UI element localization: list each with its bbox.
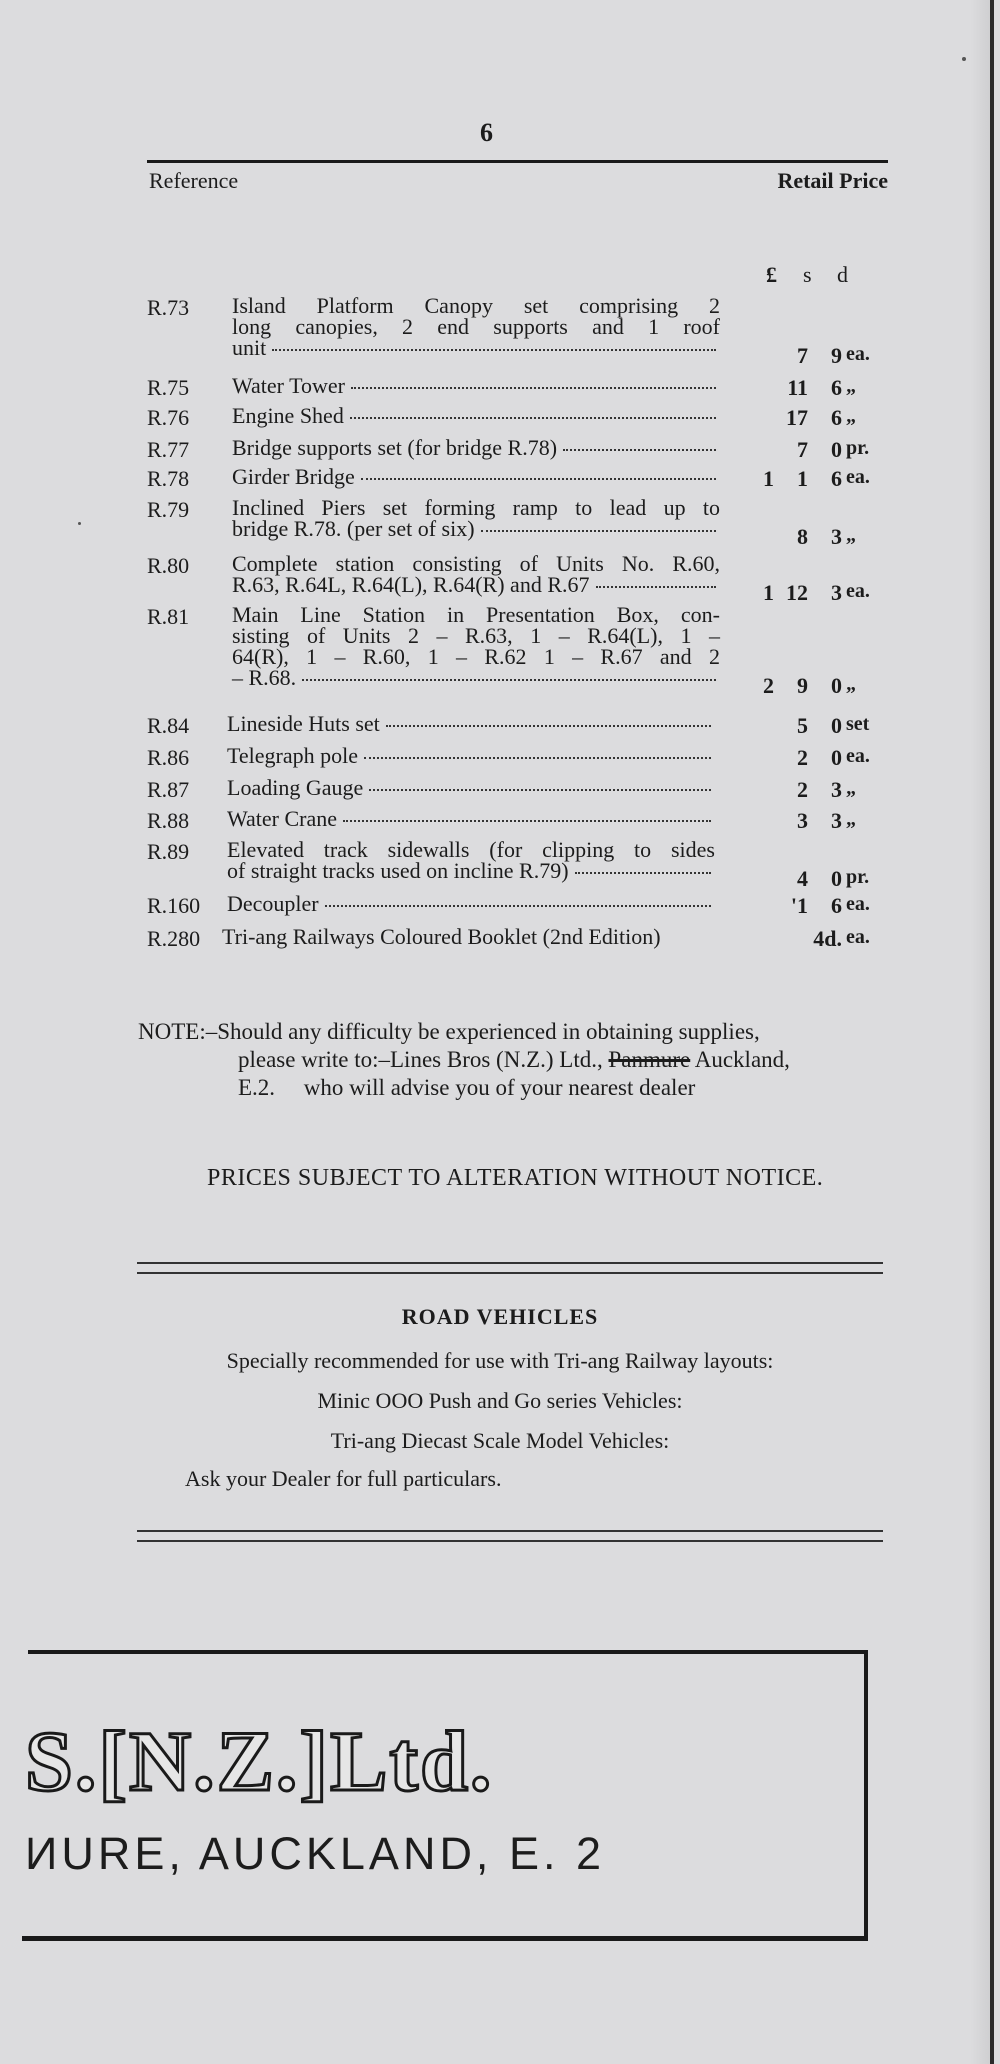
item-description-line: 64(R), 1 – R.60, 1 – R.62 1 – R.67 and 2 <box>232 644 720 669</box>
note <box>138 1018 884 1102</box>
note-line-2-text: please write to:–Lines Bros (N.Z.) Ltd., <box>238 1047 603 1072</box>
item-description <box>227 839 715 881</box>
price-pence: 6 <box>831 466 842 491</box>
dotted-leader <box>369 788 711 791</box>
item-reference: R.87 <box>147 777 190 802</box>
dotted-leader <box>272 348 716 351</box>
item-reference: R.86 <box>147 745 190 770</box>
dotted-leader <box>364 756 711 759</box>
page-edge <box>990 0 994 2064</box>
item-reference: R.77 <box>147 437 190 462</box>
company-logo: S.[N.Z.]Ltd. <box>25 1713 494 1809</box>
company-address: ИURE, AUCKLAND, E. 2 <box>25 1828 605 1879</box>
price-pence: 4d. <box>813 926 842 951</box>
item-description <box>232 295 720 358</box>
price-pence: 0 <box>831 713 842 738</box>
item-description-line: R.63, R.64L, R.64(L), R.64(R) and R.67 <box>232 574 720 595</box>
item-description-line: Inclined Piers set forming ramp to lead up to <box>232 495 720 520</box>
page-shadow <box>970 0 990 2064</box>
item-reference: R.73 <box>147 295 190 320</box>
speck <box>78 522 81 525</box>
currency-pounds: £ <box>766 262 777 287</box>
price-shillings: 3 <box>797 808 808 833</box>
note-line-2 <box>138 1046 884 1074</box>
price-shillings: 9 <box>797 673 808 698</box>
price-unit: „ <box>846 405 856 427</box>
item-description-line: Complete station consisting of Units No. R.60, <box>232 551 720 576</box>
item-description-line: Main Line Station in Presentation Box, con- <box>232 602 720 627</box>
dotted-leader <box>350 416 716 419</box>
price-pence: 3 <box>831 580 842 605</box>
item-description-line: – R.68. <box>232 667 720 688</box>
header-retail-price: Retail Price <box>777 168 888 193</box>
price-shillings: 7 <box>797 437 808 462</box>
price-shillings: 2 <box>797 777 808 802</box>
price-unit: ea. <box>846 745 870 767</box>
item-description <box>222 926 742 947</box>
price-pence: 6 <box>831 405 842 430</box>
price-unit: „ <box>846 375 856 397</box>
road-vehicles-line-2: Minic OOO Push and Go series Vehicles: <box>317 1388 683 1413</box>
road-vehicles-title: ROAD VEHICLES <box>401 1304 599 1329</box>
note-line-3: E.2. who will advise you of your nearest dealer <box>238 1075 696 1100</box>
item-description-line: Engine Shed <box>232 405 720 426</box>
price-pounds: 1 <box>763 580 774 605</box>
price-pence: 6 <box>831 375 842 400</box>
item-reference: R.75 <box>147 375 190 400</box>
dotted-leader <box>325 904 711 907</box>
price-shillings: 2 <box>797 745 808 770</box>
dotted-leader <box>596 585 716 588</box>
double-rule <box>137 1530 883 1542</box>
banner-bottom-border <box>22 1936 868 1941</box>
price-unit: „ <box>846 524 856 546</box>
header-reference: Reference <box>149 168 239 193</box>
item-description <box>232 437 720 458</box>
price-unit: „ <box>846 673 856 695</box>
dotted-leader <box>302 678 716 681</box>
currency-shillings: s <box>803 262 812 287</box>
dotted-leader <box>575 871 711 874</box>
price-unit: ea. <box>846 466 870 488</box>
item-description <box>227 777 715 798</box>
price-pence: 9 <box>831 343 842 368</box>
item-description-line: Water Crane <box>227 808 715 829</box>
price-pence: 0 <box>831 673 842 698</box>
item-reference: R.76 <box>147 405 190 430</box>
header-rule <box>147 160 888 163</box>
item-reference: R.88 <box>147 808 190 833</box>
price-shillings: 8 <box>797 524 808 549</box>
price-pence: 0 <box>831 745 842 770</box>
item-description <box>232 375 720 396</box>
price-unit: ea. <box>846 893 870 915</box>
price-shillings: 5 <box>797 713 808 738</box>
item-description-line: Island Platform Canopy set comprising 2 <box>232 293 720 318</box>
price-unit: ea. <box>846 926 870 948</box>
item-reference: R.78 <box>147 466 190 491</box>
price-shillings: 1 <box>797 466 808 491</box>
item-description-line: Girder Bridge <box>232 466 720 487</box>
speck <box>962 57 966 61</box>
item-description-line: Decoupler <box>227 893 715 914</box>
item-description <box>227 893 715 914</box>
price-pence: 3 <box>831 808 842 833</box>
page-number: 6 <box>480 118 493 147</box>
currency-pence: d <box>837 262 848 287</box>
item-reference: R.81 <box>147 604 190 629</box>
item-description-line: Water Tower <box>232 375 720 396</box>
dotted-leader <box>343 819 711 822</box>
price-unit: ea. <box>846 580 870 602</box>
price-unit: pr. <box>846 866 870 888</box>
price-shillings: 7 <box>797 343 808 368</box>
price-unit: ea. <box>846 343 870 365</box>
item-reference: R.84 <box>147 713 190 738</box>
item-description <box>232 497 720 539</box>
item-description-line: Lineside Huts set <box>227 713 715 734</box>
double-rule <box>137 1262 883 1274</box>
price-unit: „ <box>846 808 856 830</box>
price-shillings: 4 <box>797 866 808 891</box>
price-unit: pr. <box>846 437 870 459</box>
note-struck-word: Panmure <box>608 1047 691 1072</box>
item-description-line: bridge R.78. (per set of six) <box>232 518 720 539</box>
price-unit: set <box>846 713 870 735</box>
item-description <box>227 745 715 766</box>
price-pence: 0 <box>831 866 842 891</box>
road-vehicles-line-4: Ask your Dealer for full particulars. <box>185 1466 502 1491</box>
prices-notice: PRICES SUBJECT TO ALTERATION WITHOUT NOTICE. <box>207 1165 824 1191</box>
item-description <box>232 553 720 595</box>
item-description-line: Tri-ang Railways Coloured Booklet (2nd Edition) <box>222 924 661 949</box>
note-line-1: NOTE:–Should any difficulty be experienced in obtaining supplies, <box>138 1019 760 1044</box>
item-description-line: Elevated track sidewalls (for clipping to sides <box>227 837 715 862</box>
dotted-leader <box>361 477 716 480</box>
item-description-line: sisting of Units 2 – R.63, 1 – R.64(L), 1 – <box>232 623 720 648</box>
item-reference: R.89 <box>147 839 190 864</box>
dotted-leader <box>386 724 711 727</box>
item-reference: R.80 <box>147 553 190 578</box>
price-shillings: 17 <box>786 405 808 430</box>
item-reference: R.79 <box>147 497 190 522</box>
road-vehicles-line-3: Tri-ang Diecast Scale Model Vehicles: <box>330 1428 670 1453</box>
road-vehicles-line-1: Specially recommended for use with Tri-ang Railway layouts: <box>226 1348 774 1373</box>
item-description-line: Loading Gauge <box>227 777 715 798</box>
price-shillings: '1 <box>790 893 808 918</box>
price-pence: 3 <box>831 524 842 549</box>
item-description-line: Bridge supports set (for bridge R.78) <box>232 437 720 458</box>
item-reference: R.280 <box>147 926 201 951</box>
price-pounds: 2 <box>763 673 774 698</box>
item-description <box>232 604 720 688</box>
item-description <box>227 713 715 734</box>
dotted-leader <box>563 448 716 451</box>
item-description <box>232 405 720 426</box>
price-unit: „ <box>846 777 856 799</box>
item-description-line: Telegraph pole <box>227 745 715 766</box>
price-pence: 6 <box>831 893 842 918</box>
price-pence: 3 <box>831 777 842 802</box>
item-description-line: of straight tracks used on incline R.79) <box>227 860 715 881</box>
note-line-2-end: Auckland, <box>694 1047 790 1072</box>
item-description <box>227 808 715 829</box>
dotted-leader <box>481 529 716 532</box>
item-description-line: unit <box>232 337 720 358</box>
dotted-leader <box>351 386 716 389</box>
item-description <box>232 466 720 487</box>
price-shillings: 11 <box>787 375 808 400</box>
item-description-line: long canopies, 2 end supports and 1 roof <box>232 314 720 339</box>
price-shillings: 12 <box>786 580 808 605</box>
price-pounds: 1 <box>763 466 774 491</box>
item-reference: R.160 <box>147 893 201 918</box>
price-pence: 0 <box>831 437 842 462</box>
